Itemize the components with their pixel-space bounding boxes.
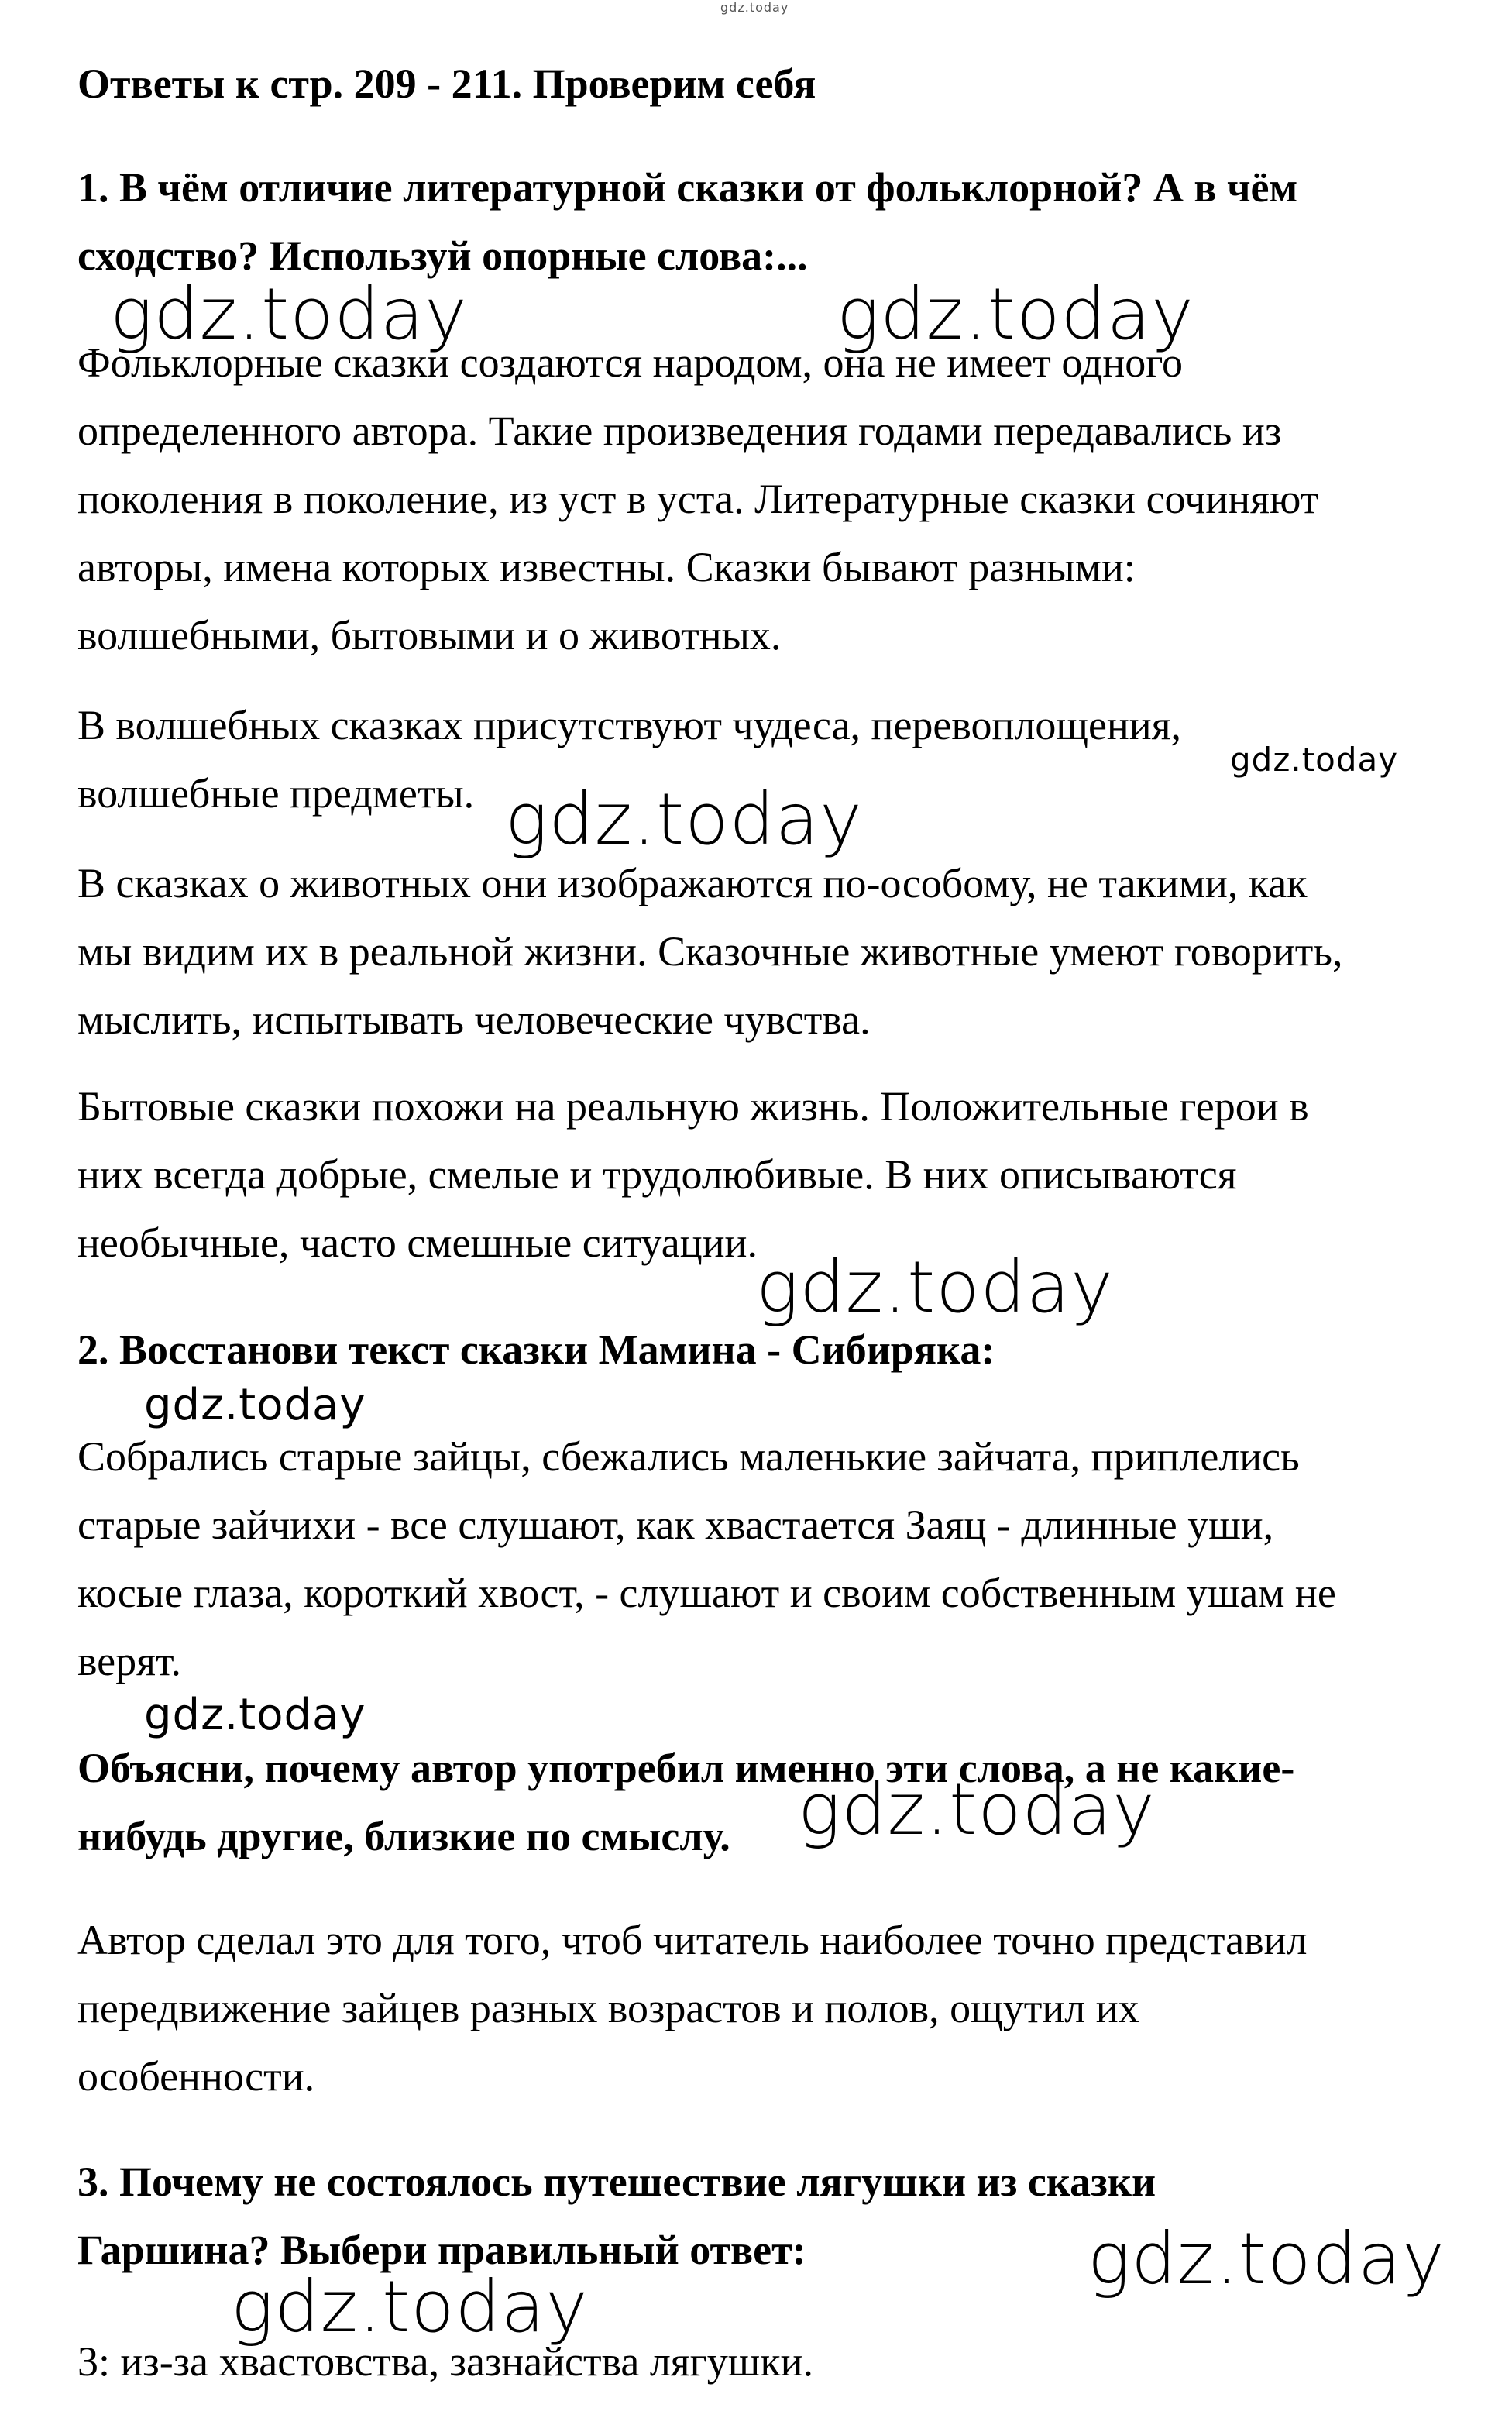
q2-p1-line2: старые зайчихи - все слушают, как хвастается Заяц - длинные уши, (77, 1501, 1274, 1548)
q1-title-line1: 1. В чём отличие литературной сказки от фольклорной? А в чём (77, 164, 1298, 211)
q1-p3-line1: В сказках о животных они изображаются по-особому, не такими, как (77, 860, 1308, 906)
q1-p1-line1: Фольклорные сказки создаются народом, она не имеет одного (77, 339, 1184, 386)
q1-p2-line2: волшебные предметы. (77, 770, 475, 817)
q2-title: 2. Восстанови текст сказки Мамина - Сибиряка: (77, 1326, 995, 1373)
q2-p1-line3: косые глаза, короткий хвост, - слушают и своим собственным ушам не (77, 1570, 1336, 1616)
watermark: gdz.today (798, 1768, 1156, 1851)
q1-p4-line2: них всегда добрые, смелые и трудолюбивые. В них описываются (77, 1151, 1237, 1198)
q3-title-line2: Гаршина? Выбери правильный ответ: (77, 2227, 806, 2273)
q1-p1-line3: поколения в поколение, из уст в уста. Литературные сказки сочиняют (77, 476, 1319, 522)
watermark-top: gdz.today (720, 0, 789, 15)
q1-p3-line3: мыслить, испытывать человеческие чувства. (77, 996, 871, 1043)
q3-title-line1: 3. Почему не состоялось путешествие лягушки из сказки (77, 2158, 1156, 2205)
q3-answer: 3: из-за хвастовства, зазнайства лягушки. (77, 2338, 813, 2385)
q2-subquestion-line1: Объясни, почему автор употребил именно эти слова, а не какие- (77, 1745, 1295, 1791)
watermark: gdz.today (1230, 741, 1399, 779)
q2-subquestion-line2: нибудь другие, близкие по смыслу. (77, 1813, 730, 1859)
q1-p1-line5: волшебными, бытовыми и о животных. (77, 612, 782, 659)
q2-answer-line2: передвижение зайцев разных возрастов и полов, ощутил их (77, 1985, 1139, 2031)
q2-p1-line1: Собрались старые зайцы, сбежались маленькие зайчата, приплелись (77, 1433, 1300, 1480)
watermark: gdz.today (1088, 2217, 1445, 2300)
watermark: gdz.today (837, 273, 1194, 356)
watermark: gdz.today (505, 778, 863, 861)
q2-answer-line1: Автор сделал это для того, чтоб читатель наиболее точно представил (77, 1917, 1308, 1963)
q1-title-line2: сходство? Используй опорные слова:... (77, 232, 808, 279)
q1-p3-line2: мы видим их в реальной жизни. Сказочные животные умеют говорить, (77, 928, 1343, 975)
page-heading: Ответы к стр. 209 - 211. Проверим себя (77, 60, 816, 107)
q2-answer-line3: особенности. (77, 2053, 315, 2100)
q2-p1-line4: верят. (77, 1638, 182, 1684)
watermark: gdz.today (144, 1380, 366, 1430)
q1-p4-line3: необычные, часто смешные ситуации. (77, 1219, 758, 1266)
q1-p4-line1: Бытовые сказки похожи на реальную жизнь. Положительные герои в (77, 1083, 1309, 1130)
q1-p1-line4: авторы, имена которых известны. Сказки бывают разными: (77, 544, 1136, 590)
q1-p2-line1: В волшебных сказках присутствуют чудеса, перевоплощения, (77, 702, 1182, 748)
watermark: gdz.today (231, 2265, 589, 2348)
q1-p1-line2: определенного автора. Такие произведения годами передавались из (77, 408, 1282, 454)
watermark: gdz.today (144, 1690, 366, 1740)
watermark: gdz.today (756, 1246, 1114, 1329)
watermark: gdz.today (110, 273, 468, 356)
